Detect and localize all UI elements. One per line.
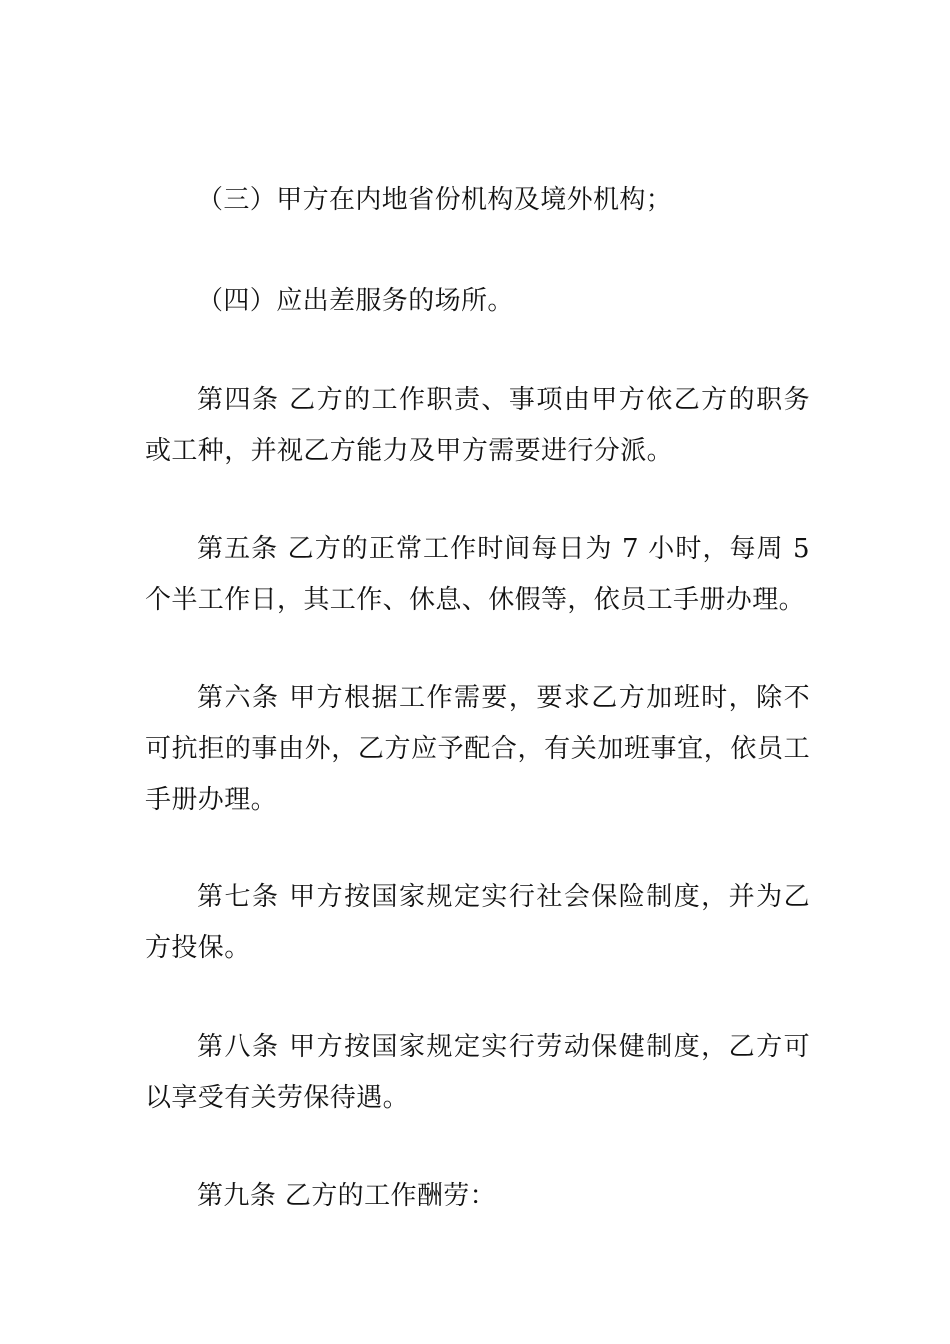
paragraph-article-4: 第四条 乙方的工作职责、事项由甲方依乙方的职务或工种，并视乙方能力及甲方需要进行分派。 [145,385,810,466]
paragraph-clause-3-3: （三）甲方在内地省份机构及境外机构； [197,185,673,215]
paragraph-article-6: 第六条 甲方根据工作需要，要求乙方加班时，除不可抗拒的事由外，乙方应予配合，有关加班事宜，依员工手册办理。 [145,683,810,815]
paragraph-article-8: 第八条 甲方按国家规定实行劳动保健制度，乙方可以享受有关劳保待遇。 [145,1032,810,1113]
paragraph-clause-3-4: （四）应出差服务的场所。 [197,286,514,316]
paragraph-article-5: 第五条 乙方的正常工作时间每日为 7 小时，每周 5 个半工作日，其工作、休息、休假等，依员工手册办理。 [145,534,810,615]
paragraph-article-7: 第七条 甲方按国家规定实行社会保险制度，并为乙方投保。 [145,882,810,963]
paragraph-article-9: 第九条 乙方的工作酬劳： [197,1181,497,1211]
